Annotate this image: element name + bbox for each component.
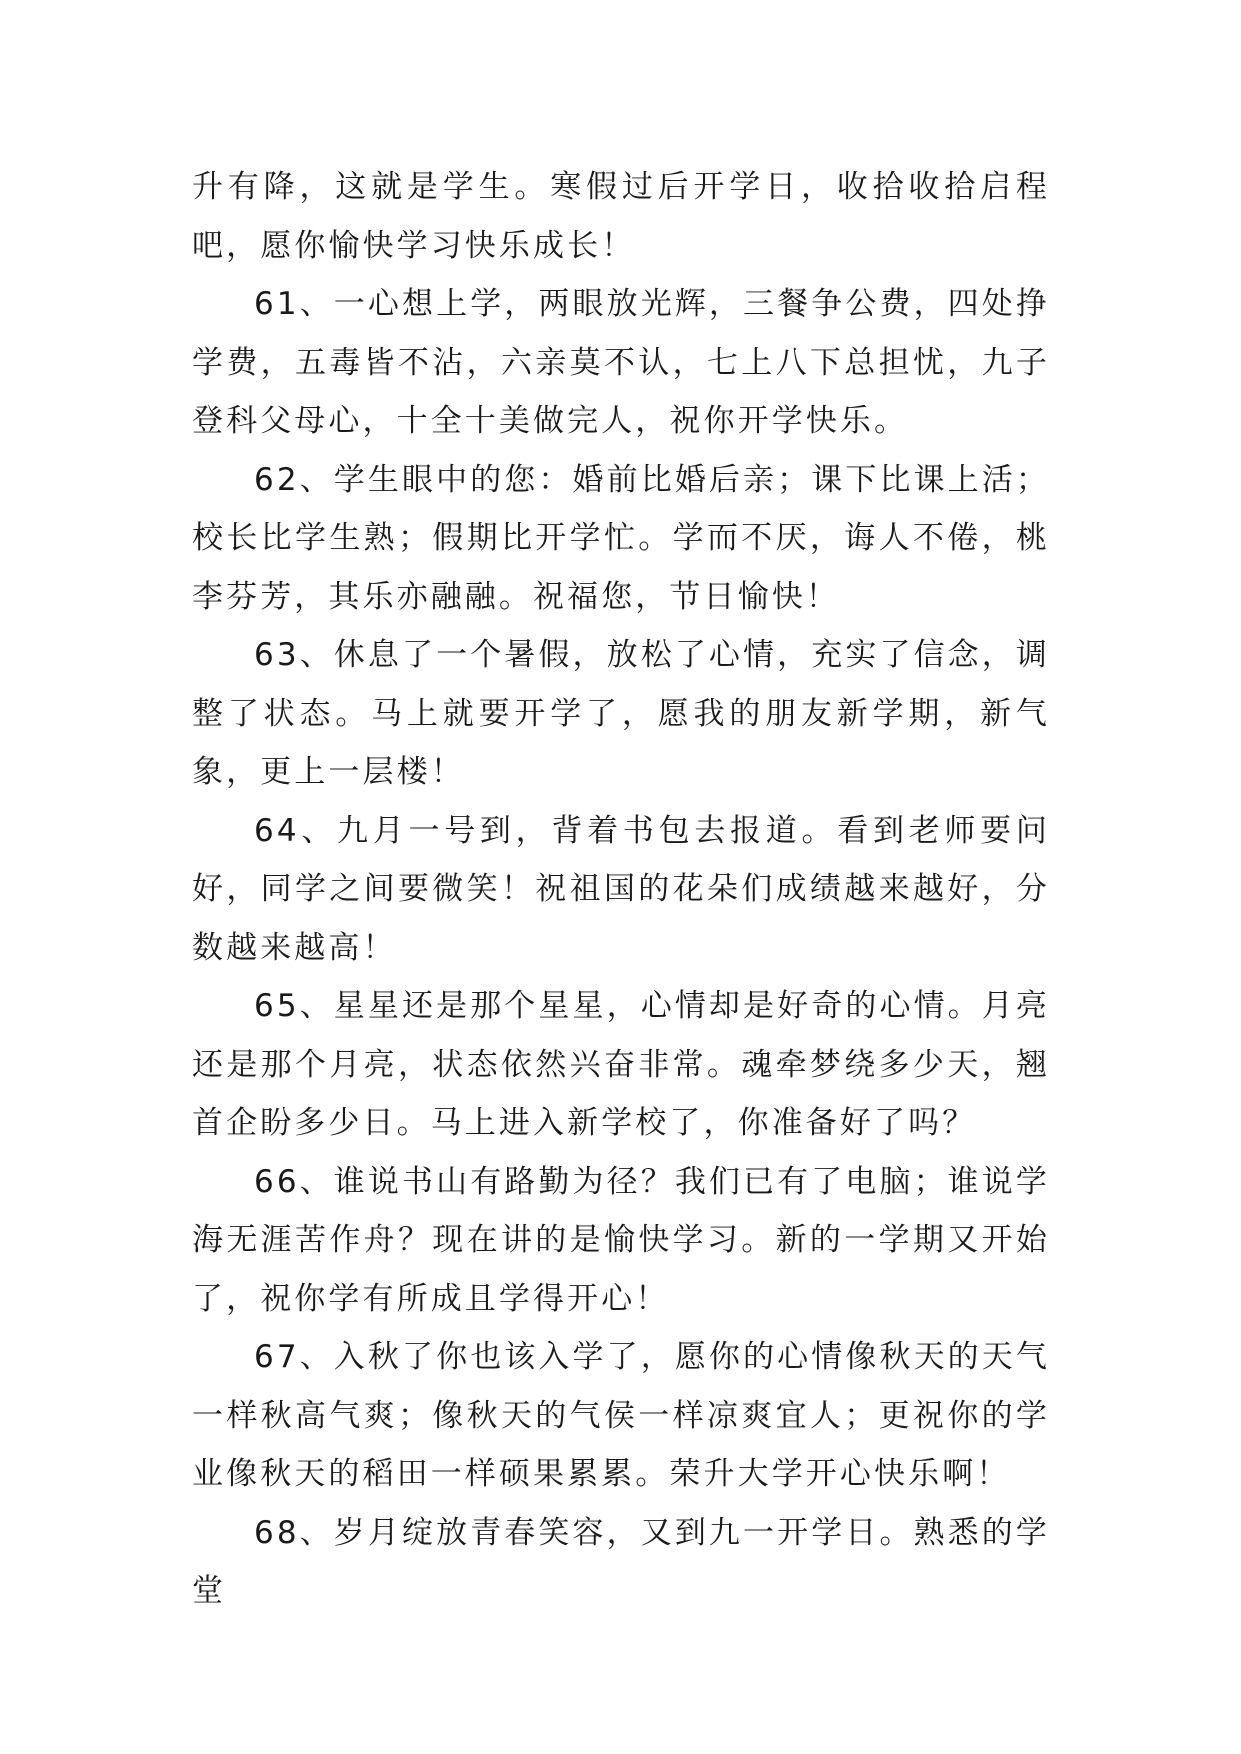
paragraph-64: 64、九月一号到，背着书包去报道。看到老师要问好，同学之间要微笑！祝祖国的花朵们成绩越来越好，分数越来越高！ [192,812,1050,966]
paragraph-continuation: 升有降，这就是学生。寒假过后开学日，收拾收拾启程吧，愿你愉快学习快乐成长！ [192,169,1050,264]
paragraph-61: 61、一心想上学，两眼放光辉，三餐争公费，四处挣学费，五毒皆不沾，六亲莫不认，七上八下总担忧，九子登科父母心，十全十美做完人，祝你开学快乐。 [192,286,1050,439]
paragraph-66: 66、谁说书山有路勤为径？我们已有了电脑；谁说学海无涯苦作舟？现在讲的是愉快学习。新的一学期又开始了，祝你学有所成且学得开心！ [192,1163,1050,1317]
paragraph-62: 62、学生眼中的您：婚前比婚后亲；课下比课上活；校长比学生熟；假期比开学忙。学而不厌，诲人不倦，桃李芬芳，其乐亦融融。祝福您，节日愉快！ [192,461,1050,615]
paragraph-65: 65、星星还是那个星星，心情却是好奇的心情。月亮还是那个月亮，状态依然兴奋非常。魂牵梦绕多少天，翘首企盼多少日。马上进入新学校了，你准备好了吗？ [192,988,1050,1141]
paragraph-63: 63、休息了一个暑假，放松了心情，充实了信念，调整了状态。马上就要开学了，愿我的朋友新学期，新气象，更上一层楼！ [192,637,1050,790]
paragraph-67: 67、入秋了你也该入学了，愿你的心情像秋天的天气一样秋高气爽；像秋天的气侯一样凉爽宜人；更祝你的学业像秋天的稻田一样硕果累累。荣升大学开心快乐啊！ [192,1339,1050,1492]
body-text [192,158,1050,1621]
paragraph-68: 68、岁月绽放青春笑容，又到九一开学日。熟悉的学堂 [192,1514,1050,1609]
